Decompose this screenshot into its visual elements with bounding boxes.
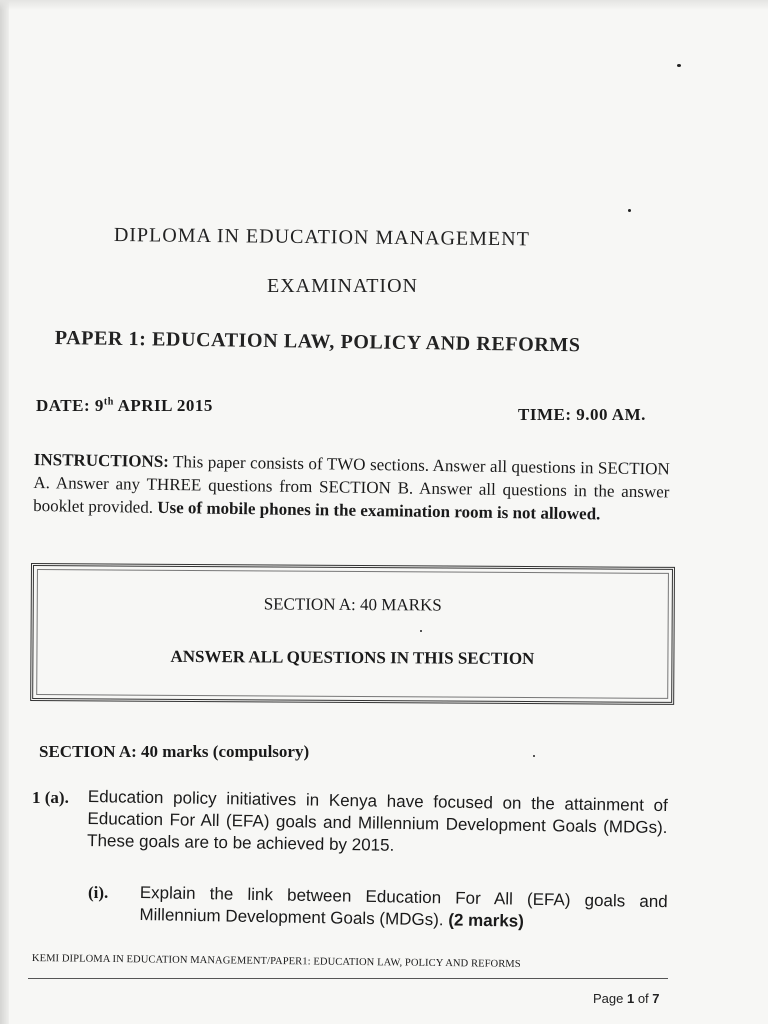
page-of: of [634,991,653,1006]
section-box-inner-border [36,569,669,699]
section-a-heading: SECTION A: 40 marks (compulsory) [39,742,310,761]
date-suffix: th [103,396,114,408]
page-total: 7 [652,991,660,1006]
instructions-label: INSTRUCTIONS: [33,449,170,472]
subquestion-number: (i). [88,883,109,902]
subquestion-text [139,882,668,935]
section-box-instruction: ANSWER ALL QUESTIONS IN THIS SECTION [170,646,535,669]
scan-speck [628,209,631,212]
section-box-marks: SECTION A: 40 MARKS [263,594,442,615]
scan-top-shadow [0,0,768,10]
exam-title-line2: EXAMINATION [267,275,418,297]
instructions-body: This paper consists of TWO sections. Answer all questions in SECTION A. Answer any THREE questions from SECTION B. Answer all questions in the answer booklet provided. [33,452,670,517]
page-current: 1 [626,991,635,1006]
section-a-box [30,563,675,705]
date-label: DATE: 9 [36,396,104,415]
subquestion-body: Explain the link between Education For All (EFA) goals and Millennium Development Goals (MDGs). [139,882,668,930]
paper-title: PAPER 1: EDUCATION LAW, POLICY AND REFORMS [54,327,581,357]
page-footer-text: KEMI DIPLOMA IN EDUCATION MANAGEMENT/PAPER1: EDUCATION LAW, POLICY AND REFORMS [31,953,521,970]
page-label: Page [593,991,627,1006]
date-rest: APRIL 2015 [113,396,213,415]
scan-speck [677,64,681,67]
footer-rule [28,978,668,979]
scan-left-edge [0,0,9,1024]
exam-title-line1: DIPLOMA IN EDUCATION MANAGEMENT [113,224,530,251]
exam-date [36,396,213,416]
instructions-block [33,448,670,526]
instructions-phone-rule: Use of mobile phones in the examination room is not allowed. [157,497,601,524]
scan-speck [533,755,535,757]
exam-time: TIME: 9.00 AM. [518,405,646,424]
subquestion-marks: (2 marks) [448,910,525,931]
page-number [593,991,660,1006]
question-number: 1 (a). [32,788,69,807]
question-text: Education policy initiatives in Kenya have focused on the attainment of Education For All (EFA) goals and Millennium Development Goals (MDGs). These goals are to be achieved by 2015. [86,786,668,855]
